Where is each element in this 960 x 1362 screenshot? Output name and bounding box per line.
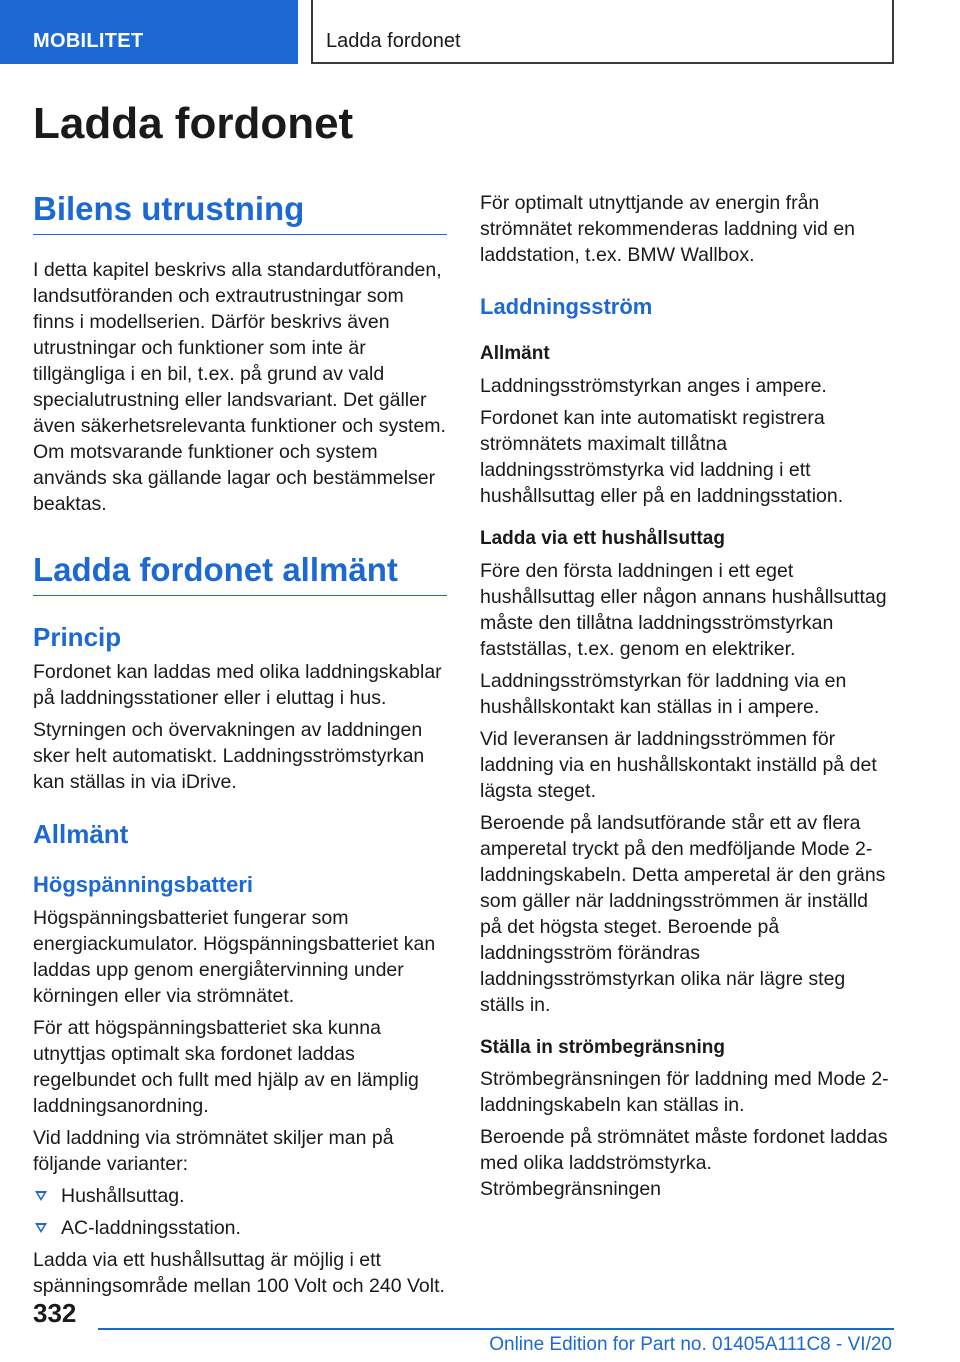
footer-edition: Online Edition for Part no. 01405A111C8 - VI/20	[489, 1334, 892, 1355]
paragraph-stalla-1: Strömbegränsningen för laddning med Mode 2-laddningskabeln kan ställas in.	[480, 1068, 889, 1117]
page-number: 332	[33, 1298, 77, 1328]
paragraph-hog-4: Ladda via ett hushållsuttag är möjlig i ett spänningsområde mellan 100 Volt och 240 Volt.	[33, 1248, 445, 1297]
page-tab[interactable]: Ladda fordonet	[311, 0, 894, 64]
paragraph-bilens: I detta kapitel beskrivs alla standardutföranden, landsutföranden och extrautrustningar som finns i modellserien. Därför beskrivs även utrustningar och funktioner som inte är tillgängliga i en bil, t.ex. på grund av vald specialutrustning eller landsvariant. Det gäller även säkerhetsrelevanta funktioner och system. Om motsvarande funktioner och system används ska gällande lagar och bestämmelser beaktas.	[33, 258, 446, 515]
heading-stralla-strombegransning: Ställa in strömbegränsning	[480, 1036, 725, 1058]
list-item: Hushållsuttag.	[33, 1183, 447, 1209]
paragraph-princip-1: Fordonet kan laddas med olika laddningskablar på laddningsstationer eller i eluttag i hus.	[33, 661, 442, 710]
footer-divider	[98, 1328, 894, 1330]
variant-list	[33, 1183, 447, 1241]
paragraph-hushall-1: Före den första laddningen i ett eget hushållsuttag eller någon annans hushållsuttag måste den tillåtna laddningsströmstyrkan fastställas, t.ex. genom en elektriker.	[480, 559, 887, 660]
heading-allmant: Allmänt	[33, 819, 129, 850]
paragraph-hushall-4: Beroende på landsutförande står ett av flera amperetal tryckt på den medföljande Mode 2-laddningskabeln. Detta amperetal är den gräns som gäller när laddningsströmmen är inställd på det högsta steget. Beroende på laddningsström förändras laddningsströmstyrkan olika när lägre steg ställs in.	[480, 811, 886, 1016]
triangle-bullet-icon	[35, 1191, 47, 1201]
left-column	[33, 190, 447, 1299]
heading-ladda-allmant: Ladda fordonet allmänt	[33, 551, 447, 596]
list-item: AC-laddningsstation.	[33, 1215, 447, 1241]
paragraph-princip-2: Styrningen och övervakningen av laddningen sker helt automatiskt. Laddningsströmstyrkan kan ställas in via iDrive.	[33, 719, 425, 794]
paragraph-hog-1: Högspänningsbatteriet fungerar som energiackumulator. Högspänningsbatteriet kan laddas upp genom energiåtervinning under körningen eller via strömnätet.	[33, 906, 436, 1007]
heading-hushallsuttag: Ladda via ett hushållsuttag	[480, 528, 725, 550]
heading-bilens-utrustning: Bilens utrustning	[33, 190, 447, 235]
paragraph-hushall-3: Vid leveransen är laddningsströmmen för laddning via en hushållskontakt inställd på det lägsta steget.	[480, 727, 877, 802]
paragraph-allmant-2: Fordonet kan inte automatiskt registrera strömnätets maximalt tillåtna laddningsströmstyrka vid laddning i ett hushållsuttag eller på en laddningsstation.	[480, 407, 844, 508]
heading-princip: Princip	[33, 621, 122, 652]
paragraph-stalla-2: Beroende på strömnätet måste fordonet laddas med olika laddströmstyrka. Strömbegränsningen	[480, 1126, 888, 1201]
paragraph-hushall-2: Laddningsströmstyrkan för laddning via en hushållskontakt kan ställas in i ampere.	[480, 669, 847, 718]
paragraph-allmant-1: Laddningsströmstyrkan anges i ampere.	[480, 375, 827, 398]
paragraph-intro: För optimalt utnyttjande av energin från strömnätet rekommenderas laddning vid en laddstation, t.ex. BMW Wallbox.	[480, 192, 856, 266]
paragraph-hog-2: För att högspänningsbatteriet ska kunna utnyttjas optimalt ska fordonet laddas regelbundet och fullt med hjälp av en lämplig laddningsanordning.	[33, 1016, 419, 1117]
heading-hogspanningsbatteri: Högspänningsbatteri	[33, 872, 254, 898]
heading-allmant-right: Allmänt	[480, 343, 550, 365]
page-title: Ladda fordonet	[33, 99, 354, 148]
triangle-bullet-icon	[35, 1223, 47, 1233]
paragraph-hog-3: Vid laddning via strömnätet skiljer man på följande varianter:	[33, 1126, 394, 1175]
right-column	[480, 190, 894, 1202]
section-tab[interactable]: MOBILITET	[0, 0, 298, 64]
heading-laddningsstrom: Laddningsström	[480, 294, 653, 319]
